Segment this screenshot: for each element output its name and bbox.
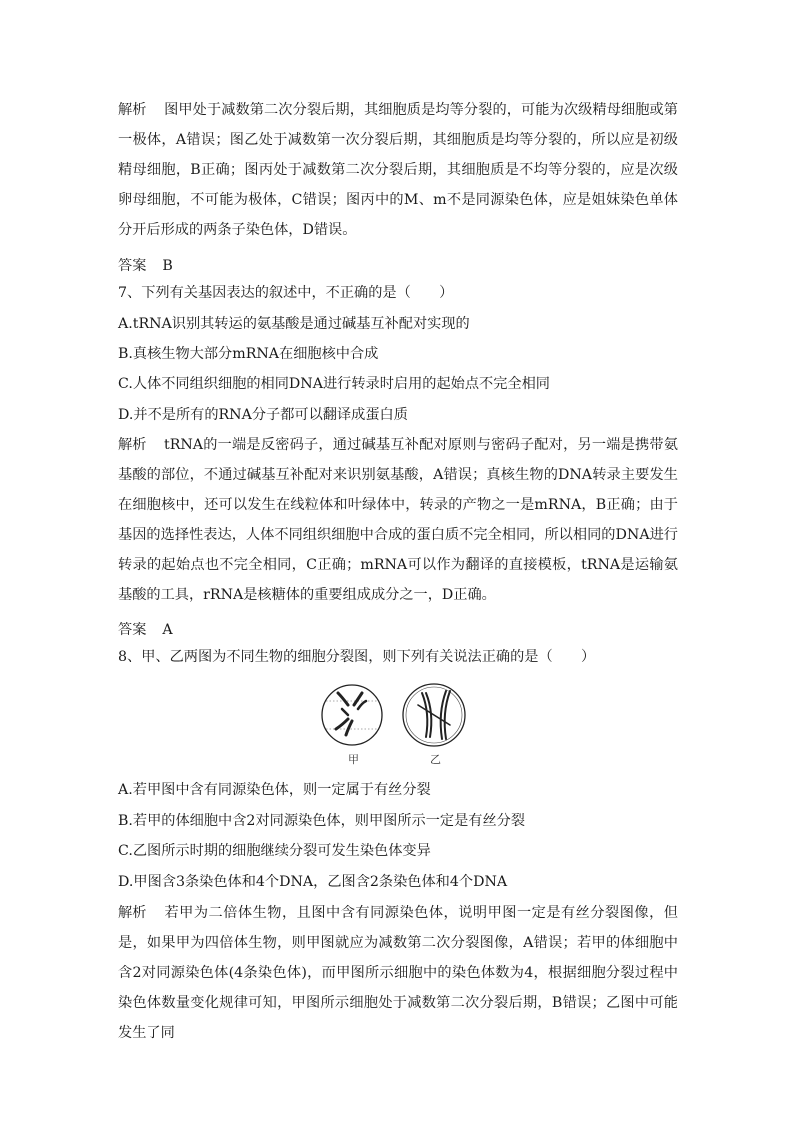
q6-analysis bbox=[118, 95, 678, 245]
cell-division-figure bbox=[318, 679, 478, 773]
q8-option-a: A.若甲图中含有同源染色体，则一定属于有丝分裂 bbox=[118, 782, 431, 798]
q7-analysis-label: 解析 bbox=[118, 437, 147, 453]
q7-option-a: A.tRNA识别其转运的氨基酸是通过碱基互补配对实现的 bbox=[118, 316, 470, 332]
cell-division-diagram bbox=[318, 679, 478, 773]
cell-yi bbox=[403, 684, 465, 746]
q7-analysis bbox=[118, 430, 678, 610]
q8-analysis-label: 解析 bbox=[118, 905, 147, 921]
q6-answer bbox=[118, 255, 173, 275]
q7-stem: 7、下列有关基因表达的叙述中，不正确的是（ ） bbox=[118, 285, 454, 301]
q6-answer-label: 答案 bbox=[118, 258, 147, 274]
q7-answer-label: 答案 bbox=[118, 622, 147, 638]
cell-jia bbox=[322, 685, 382, 745]
q7-answer-value: A bbox=[162, 622, 173, 638]
q7-option-c: C.人体不同组织细胞的相同DNA进行转录时启用的起始点不完全相同 bbox=[118, 376, 550, 392]
q8-stem: 8、甲、乙两图为不同生物的细胞分裂图，则下列有关说法正确的是（ ） bbox=[118, 649, 596, 665]
q8-option-d: D.甲图含3条染色体和4个DNA，乙图含2条染色体和4个DNA bbox=[118, 874, 508, 890]
q7-option-b: B.真核生物大部分mRNA在细胞核中合成 bbox=[118, 346, 379, 362]
q8-analysis bbox=[118, 898, 678, 1048]
q6-analysis-text: 图甲处于减数第二次分裂后期，其细胞质是均等分裂的，可能为次级精母细胞或第一极体，A错误；图乙处于减数第一次分裂后期，其细胞质是均等分裂的，所以应是初级精母细胞，B正确；图丙处于减数第二次分裂后期，其细胞质是不均等分裂的，应是次级卵母细胞，不可能为极体，C错误；图丙中的M、m不是同源染色体，应是姐妹染色单体分开后形成的两条子染色体，D错误。 bbox=[118, 102, 678, 238]
q8-option-c: C.乙图所示时期的细胞继续分裂可发生染色体变异 bbox=[118, 843, 431, 859]
figure-label-yi: 乙 bbox=[430, 753, 441, 766]
q7-analysis-text: tRNA的一端是反密码子，通过碱基互补配对原则与密码子配对，另一端是携带氨基酸的部位，不通过碱基互补配对来识别氨基酸，A错误；真核生物的DNA转录主要发生在细胞核中，还可以发生在线粒体和叶绿体中，转录的产物之一是mRNA，B正确；由于基因的选择性表达，人体不同组织细胞中合成的蛋白质不完全相同，所以相同的DNA进行转录的起始点也不完全相同，C正确；mRNA可以作为翻译的直接模板，tRNA是运输氨基酸的工具，rRNA是核糖体的重要组成成分之一，D正确。 bbox=[118, 437, 678, 603]
q8-option-b: B.若甲的体细胞中含2对同源染色体，则甲图所示一定是有丝分裂 bbox=[118, 813, 526, 829]
figure-label-jia: 甲 bbox=[348, 753, 359, 766]
q6-analysis-label: 解析 bbox=[118, 102, 147, 118]
q6-answer-value: B bbox=[162, 258, 173, 274]
q8-analysis-text: 若甲为二倍体生物，且图中含有同源染色体，说明甲图一定是有丝分裂图像，但是，如果甲为四倍体生物，则甲图就应为减数第二次分裂图像，A错误；若甲的体细胞中含2对同源染色体(4条染色体)，而甲图所示细胞中的染色体数为4，根据细胞分裂过程中染色体数量变化规律可知，甲图所示细胞处于减数第二次分裂后期，B错误；乙图中可能发生了同 bbox=[118, 905, 678, 1041]
q7-option-d: D.并不是所有的RNA分子都可以翻译成蛋白质 bbox=[118, 407, 408, 423]
q7-answer bbox=[118, 619, 173, 639]
